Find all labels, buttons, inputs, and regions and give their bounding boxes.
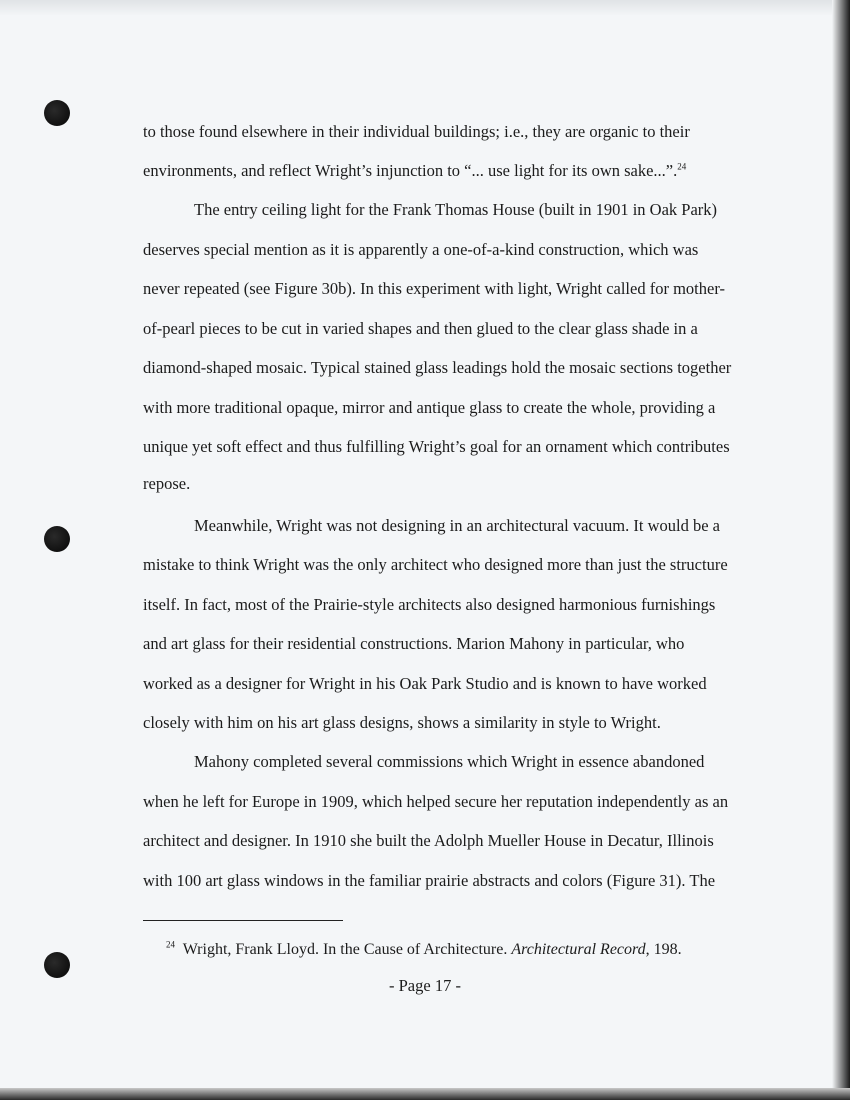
page-number: - Page 17 - — [389, 976, 461, 995]
footnote-reference: 24 — [677, 161, 687, 172]
text-line: The entry ceiling light for the Frank Thomas House (built in 1901 in Oak Park) — [194, 200, 718, 219]
text-line: with 100 art glass windows in the familiar prairie abstracts and colors (Figure 31). The — [143, 871, 716, 890]
text-line: closely with him on his art glass designs, shows a similarity in style to Wright. — [143, 713, 661, 732]
text-line: environments, and reflect Wright’s injunction to “... use light for its own sake...”.$^{24}$ — [143, 161, 687, 180]
text-line: and art glass for their residential constructions. Marion Mahony in particular, who — [143, 634, 685, 653]
footnote — [166, 940, 682, 960]
footnote-text: Wright, Frank Lloyd. In the Cause of Architecture. — [182, 941, 508, 958]
text-line: mistake to think Wright was the only architect who designed more than just the structure — [143, 555, 728, 574]
text-line: to those found elsewhere in their individual buildings; i.e., they are organic to their — [143, 122, 690, 141]
footnote-separator — [143, 920, 343, 921]
scan-right-edge — [832, 0, 850, 1100]
text-line: Meanwhile, Wright was not designing in an architectural vacuum. It would be a — [194, 516, 720, 535]
footnote-page: , 198. — [645, 941, 682, 958]
text-line: Mahony completed several commissions which Wright in essence abandoned — [194, 752, 705, 771]
text-line: with more traditional opaque, mirror and antique glass to create the whole, providing a — [143, 398, 716, 417]
text-line: architect and designer. In 1910 she built the Adolph Mueller House in Decatur, Illinois — [143, 831, 714, 850]
text-line: itself. In fact, most of the Prairie-style architects also designed harmonious furnishings — [143, 595, 716, 614]
binder-hole-middle — [44, 526, 70, 552]
footnote-number: 24 — [166, 939, 175, 950]
text-line: when he left for Europe in 1909, which helped secure her reputation independently as an — [143, 792, 729, 811]
text-line: worked as a designer for Wright in his Oak Park Studio and is known to have worked — [143, 674, 707, 693]
text-line: deserves special mention as it is apparently a one-of-a-kind construction, which was — [143, 240, 699, 259]
footnote-source: Architectural Record — [511, 941, 646, 958]
text-line: unique yet soft effect and thus fulfilling Wright’s goal for an ornament which contributes — [143, 437, 730, 456]
scan-top-shade — [0, 0, 850, 16]
text-line: diamond-shaped mosaic. Typical stained glass leadings hold the mosaic sections together — [143, 358, 732, 377]
text-line: of-pearl pieces to be cut in varied shapes and then glued to the clear glass shade in a — [143, 319, 698, 338]
scan-bottom-edge — [0, 1088, 850, 1100]
binder-hole-bottom — [44, 952, 70, 978]
binder-hole-top — [44, 100, 70, 126]
text-line: repose. — [143, 474, 191, 493]
text-line: never repeated (see Figure 30b). In this experiment with light, Wright called for mother- — [143, 279, 725, 298]
